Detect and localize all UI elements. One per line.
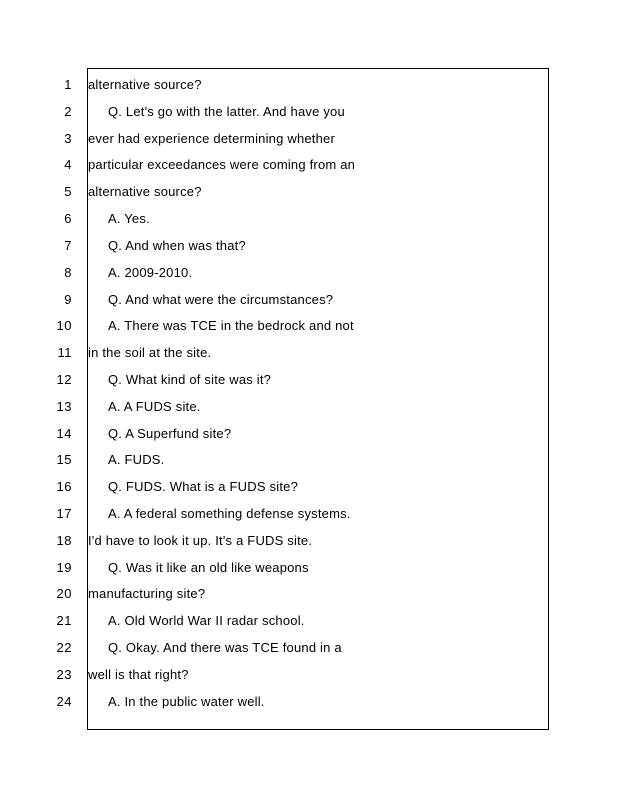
line-number: 10 [56,318,72,333]
line-number: 13 [56,399,72,414]
transcript-line [0,155,618,175]
line-number: 24 [56,694,72,709]
line-text: I'd have to look it up. It's a FUDS site. [88,533,313,548]
transcript-line [0,450,618,470]
transcript-line [0,370,618,390]
transcript-line [0,424,618,444]
line-text: well is that right? [88,667,189,682]
line-text: alternative source? [88,77,202,92]
line-text: A. Old World War II radar school. [108,613,305,628]
line-text: manufacturing site? [88,586,206,601]
line-text: in the soil at the site. [88,345,212,360]
line-number: 3 [64,131,72,146]
line-number: 15 [56,452,72,467]
line-text: Q. A Superfund site? [108,426,232,441]
transcript-line [0,343,618,363]
line-number: 14 [56,426,72,441]
line-number: 1 [64,77,72,92]
line-text: A. A FUDS site. [108,399,201,414]
transcript-line [0,504,618,524]
transcript-line [0,477,618,497]
line-number: 16 [56,479,72,494]
transcript-line [0,584,618,604]
line-number: 19 [56,560,72,575]
transcript-line [0,316,618,336]
line-text: A. There was TCE in the bedrock and not [108,318,354,333]
transcript-line [0,75,618,95]
line-number: 18 [56,533,72,548]
line-number: 4 [64,157,72,172]
transcript-line [0,209,618,229]
transcript-line [0,290,618,310]
line-number: 21 [56,613,72,628]
line-number: 5 [64,184,72,199]
line-text: alternative source? [88,184,202,199]
transcript-line [0,665,618,685]
line-text: Q. FUDS. What is a FUDS site? [108,479,299,494]
transcript-line [0,129,618,149]
transcript-line [0,692,618,712]
line-text: Q. Was it like an old like weapons [108,560,309,575]
transcript-line [0,182,618,202]
line-number: 2 [64,104,72,119]
line-number: 6 [64,211,72,226]
line-text: Q. Okay. And there was TCE found in a [108,640,342,655]
line-text: A. 2009-2010. [108,265,193,280]
transcript-line [0,531,618,551]
line-number: 23 [56,667,72,682]
line-number: 20 [56,586,72,601]
line-number: 11 [57,345,72,360]
line-text: ever had experience determining whether [88,131,335,146]
transcript-line [0,638,618,658]
line-text: particular exceedances were coming from an [88,157,356,172]
line-number: 9 [64,292,72,307]
line-number: 7 [64,238,72,253]
line-text: A. A federal something defense systems. [108,506,351,521]
line-text: Q. And what were the circumstances? [108,292,334,307]
line-number: 8 [64,265,72,280]
transcript-line [0,263,618,283]
transcript-line [0,611,618,631]
transcript-line [0,102,618,122]
line-text: A. Yes. [108,211,150,226]
line-text: Q. What kind of site was it? [108,372,272,387]
line-text: Q. Let's go with the latter. And have you [108,104,345,119]
line-text: A. FUDS. [108,452,165,467]
line-text: Q. And when was that? [108,238,246,253]
transcript-line [0,558,618,578]
line-number: 22 [56,640,72,655]
line-text: A. In the public water well. [108,694,265,709]
line-number: 12 [56,372,72,387]
transcript-line [0,236,618,256]
transcript-line [0,397,618,417]
line-number: 17 [56,506,72,521]
